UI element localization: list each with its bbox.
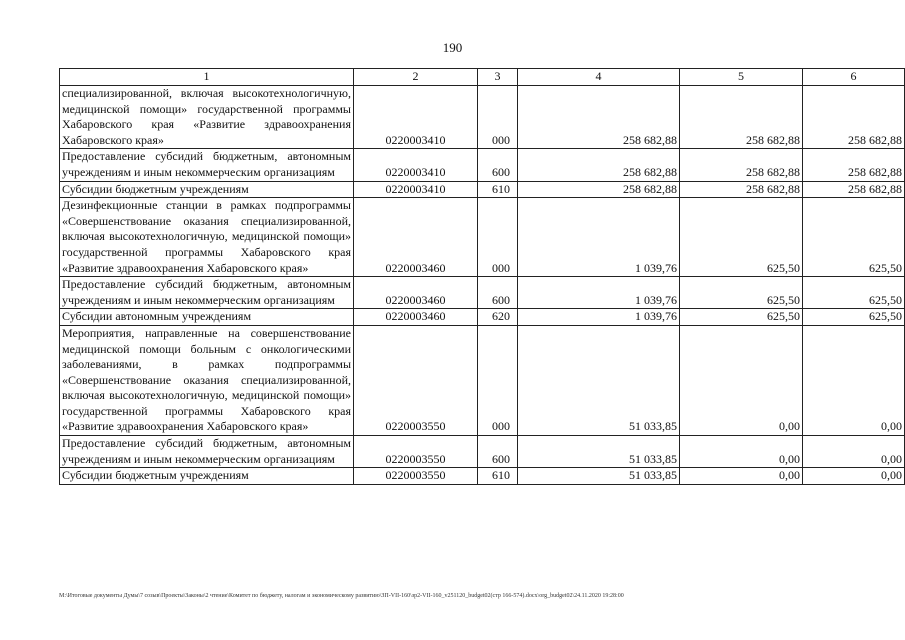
column-header: 4	[518, 69, 680, 86]
column-header: 5	[680, 69, 803, 86]
table-row	[60, 309, 905, 326]
amount-col5: 625,50	[680, 309, 803, 326]
column-header: 3	[478, 69, 518, 86]
table-row	[60, 277, 905, 309]
amount-col4: 51 033,85	[518, 436, 680, 468]
amount-col6: 0,00	[803, 436, 905, 468]
column-header: 1	[60, 69, 354, 86]
row-name: Предоставление субсидий бюджетным, автономным учреждениям и иным некоммерческим организациям	[60, 436, 354, 468]
amount-col5: 625,50	[680, 198, 803, 277]
target-code: 0220003460	[354, 198, 478, 277]
target-code: 0220003410	[354, 149, 478, 181]
amount-col4: 258 682,88	[518, 181, 680, 198]
row-name: Субсидии бюджетным учреждениям	[60, 181, 354, 198]
footer-file-path: M:\Итоговые документы Думы\7 созыв\Проекты\Законы\2 чтение\Комитет по бюджету, налогам и экономическому развитию\ЗП-VII-160\зр2-VII-160_v251120_budget02(стр 166-574).docx\org_budget02\24.11.2020 19:28:00	[59, 593, 624, 599]
amount-col6: 0,00	[803, 468, 905, 485]
expense-type: 600	[478, 149, 518, 181]
row-name: Дезинфекционные станции в рамках подпрограммы «Совершенствование оказания специализированной, включая высокотехнологичную, медицинской помощи» государственной программы Хабаровского края «Развитие здравоохранения Хабаровского края»	[60, 198, 354, 277]
target-code: 0220003460	[354, 277, 478, 309]
expense-type: 600	[478, 436, 518, 468]
table-row	[60, 198, 905, 277]
amount-col6: 625,50	[803, 198, 905, 277]
amount-col4: 258 682,88	[518, 149, 680, 181]
amount-col5: 258 682,88	[680, 86, 803, 149]
target-code: 0220003550	[354, 468, 478, 485]
row-name: Субсидии автономным учреждениям	[60, 309, 354, 326]
amount-col4: 51 033,85	[518, 468, 680, 485]
amount-col5: 0,00	[680, 325, 803, 435]
amount-col6: 258 682,88	[803, 181, 905, 198]
amount-col4: 258 682,88	[518, 86, 680, 149]
row-name: Мероприятия, направленные на совершенствование медицинской помощи больным с онкологическими заболеваниями, в рамках подпрограммы «Совершенствование оказания специализированной, включая высокотехнологичную, медицинской помощи» государственной программы Хабаровского края «Развитие здравоохранения Хабаровского края»	[60, 325, 354, 435]
expense-type: 000	[478, 86, 518, 149]
table-row	[60, 181, 905, 198]
amount-col4: 51 033,85	[518, 325, 680, 435]
amount-col6: 0,00	[803, 325, 905, 435]
expense-type: 000	[478, 198, 518, 277]
expense-type: 610	[478, 181, 518, 198]
row-name: специализированной, включая высокотехнологичную, медицинской помощи» государственной программы Хабаровского края «Развитие здравоохранения Хабаровского края»	[60, 86, 354, 149]
target-code: 0220003410	[354, 86, 478, 149]
budget-table	[59, 68, 905, 485]
table-header-row	[60, 69, 905, 86]
target-code: 0220003550	[354, 325, 478, 435]
amount-col5: 0,00	[680, 468, 803, 485]
amount-col5: 258 682,88	[680, 149, 803, 181]
row-name: Предоставление субсидий бюджетным, автономным учреждениям и иным некоммерческим организациям	[60, 149, 354, 181]
column-header: 6	[803, 69, 905, 86]
expense-type: 000	[478, 325, 518, 435]
row-name: Субсидии бюджетным учреждениям	[60, 468, 354, 485]
target-code: 0220003550	[354, 436, 478, 468]
amount-col6: 258 682,88	[803, 86, 905, 149]
table-row	[60, 86, 905, 149]
amount-col6: 258 682,88	[803, 149, 905, 181]
amount-col6: 625,50	[803, 309, 905, 326]
amount-col5: 625,50	[680, 277, 803, 309]
table-row	[60, 149, 905, 181]
expense-type: 610	[478, 468, 518, 485]
target-code: 0220003460	[354, 309, 478, 326]
amount-col5: 0,00	[680, 436, 803, 468]
amount-col4: 1 039,76	[518, 198, 680, 277]
expense-type: 620	[478, 309, 518, 326]
amount-col4: 1 039,76	[518, 309, 680, 326]
table-row	[60, 325, 905, 435]
expense-type: 600	[478, 277, 518, 309]
column-header: 2	[354, 69, 478, 86]
table-row	[60, 468, 905, 485]
target-code: 0220003410	[354, 181, 478, 198]
amount-col6: 625,50	[803, 277, 905, 309]
amount-col4: 1 039,76	[518, 277, 680, 309]
amount-col5: 258 682,88	[680, 181, 803, 198]
table-row	[60, 436, 905, 468]
row-name: Предоставление субсидий бюджетным, автономным учреждениям и иным некоммерческим организациям	[60, 277, 354, 309]
page-number: 190	[442, 40, 463, 55]
